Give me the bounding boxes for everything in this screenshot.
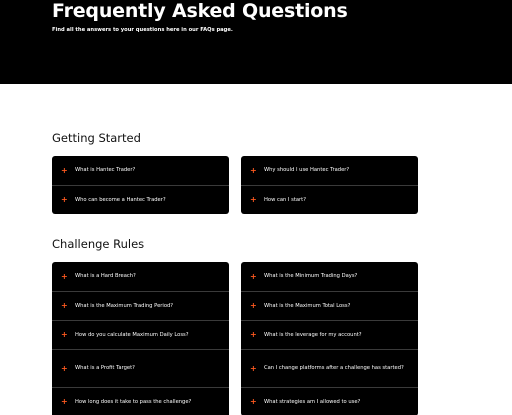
faq-item[interactable] [52, 185, 229, 214]
plus-icon: + [250, 301, 257, 310]
plus-icon: + [250, 195, 257, 204]
faq-item[interactable] [52, 156, 229, 185]
faq-item[interactable] [241, 349, 418, 387]
faq-column-right [241, 156, 418, 214]
faq-column-right [241, 262, 418, 415]
faq-item[interactable] [241, 320, 418, 349]
plus-icon: + [250, 363, 257, 373]
plus-icon: + [61, 363, 68, 373]
faq-question: What is the leverage for my account? [264, 331, 362, 338]
faq-item[interactable] [52, 291, 229, 320]
faq-card [52, 262, 229, 415]
faq-question: Who can become a Hantec Trader? [75, 196, 166, 203]
faq-item[interactable] [52, 262, 229, 291]
faq-item[interactable] [241, 262, 418, 291]
faq-question: How long does it take to pass the challenge? [75, 398, 192, 405]
plus-icon: + [61, 271, 68, 281]
faq-question: What is a Profit Target? [75, 365, 135, 371]
faq-card [52, 156, 229, 214]
faq-question: Why should I use Hantec Trader? [264, 167, 350, 173]
page-header [0, 0, 512, 84]
page-title: Frequently Asked Questions [52, 0, 348, 22]
faq-question: How do you calculate Maximum Daily Loss? [75, 331, 189, 338]
faq-column-left [52, 262, 229, 415]
plus-icon: + [250, 271, 257, 281]
faq-question: What is the Maximum Trading Period? [75, 302, 174, 309]
section-title-getting-started: Getting Started [52, 131, 141, 145]
plus-icon: + [250, 397, 257, 406]
plus-icon: + [61, 397, 68, 406]
plus-icon: + [61, 165, 68, 175]
faq-question: Can I change platforms after a challenge has started? [264, 365, 404, 371]
faq-question: What is the Minimum Trading Days? [264, 273, 358, 279]
faq-question: What strategies am I allowed to use? [264, 398, 361, 405]
faq-card [241, 156, 418, 214]
faq-card [241, 262, 418, 415]
faq-item[interactable] [241, 387, 418, 415]
faq-question: What is a Hard Breach? [75, 273, 136, 279]
plus-icon: + [250, 165, 257, 175]
page-subtitle: Find all the answers to your questions here in our FAQs page. [52, 27, 233, 33]
faq-question: What is Hantec Trader? [75, 167, 136, 173]
plus-icon: + [61, 330, 68, 339]
section-title-challenge-rules: Challenge Rules [52, 237, 145, 251]
faq-item[interactable] [52, 349, 229, 387]
faq-item[interactable] [241, 291, 418, 320]
faq-item[interactable] [52, 387, 229, 415]
faq-question: How can I start? [264, 196, 306, 203]
faq-item[interactable] [52, 320, 229, 349]
faq-column-left [52, 156, 229, 214]
faq-question: What is the Maximum Total Loss? [264, 302, 351, 309]
faq-item[interactable] [241, 185, 418, 214]
plus-icon: + [250, 330, 257, 339]
plus-icon: + [61, 195, 68, 204]
faq-item[interactable] [241, 156, 418, 185]
plus-icon: + [61, 301, 68, 310]
